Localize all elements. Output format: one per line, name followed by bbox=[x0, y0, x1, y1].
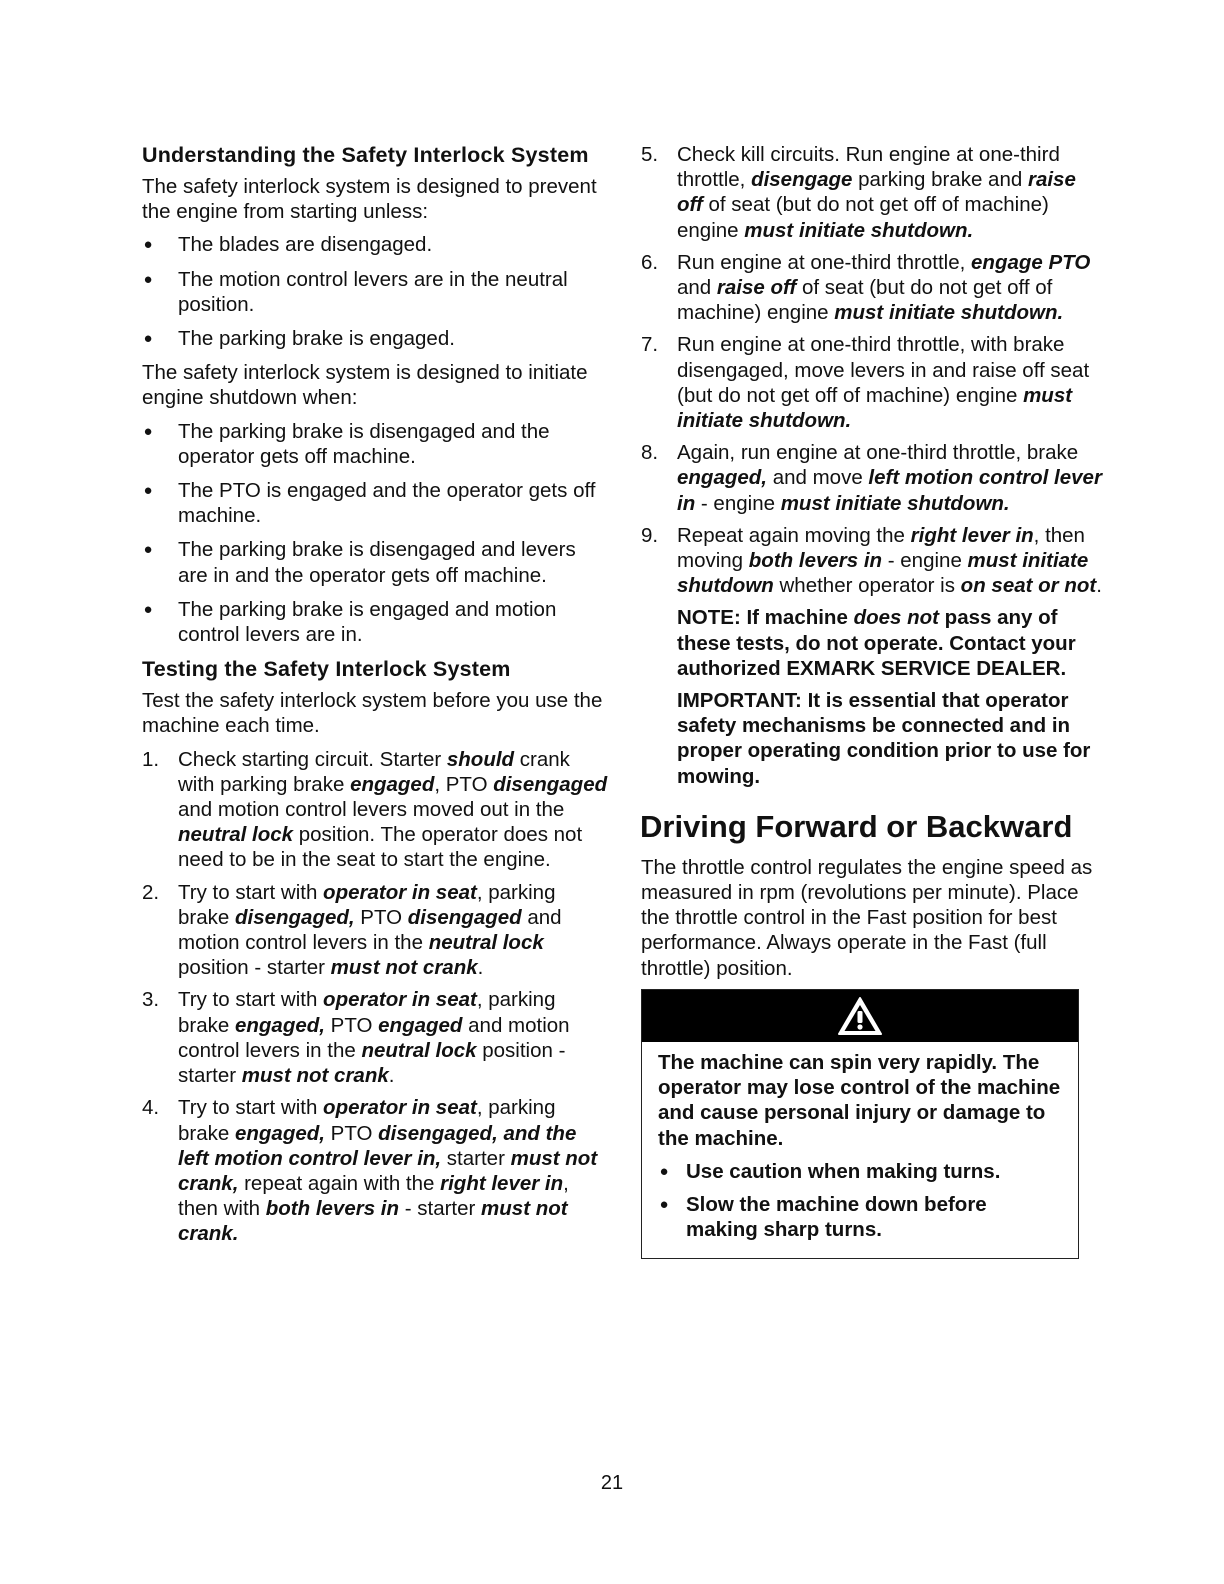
bullet-icon: ● bbox=[143, 541, 153, 559]
list-item: 6. Run engine at one-third throttle, engage PTO and raise off of seat (but do not get off of machine) engine must initiate shutdown. bbox=[641, 250, 1091, 325]
heading-understanding-interlock: Understanding the Safety Interlock System bbox=[142, 143, 589, 167]
list-item: 7. Run engine at one-third throttle, with brake disengaged, move levers in and raise off seat (but do not get off of machine) engine must initiate shutdown. bbox=[641, 333, 1090, 433]
warning-text: The machine can spin very rapidly. The operator may lose control of the machine and cause personal injury or damage to the machine. bbox=[658, 1050, 1061, 1150]
heading-testing-interlock: Testing the Safety Interlock System bbox=[142, 657, 511, 682]
important-paragraph: IMPORTANT: It is essential that operator safety mechanisms be connected and in proper operating condition prior to use for mowing. bbox=[677, 689, 1091, 788]
bullet-icon: ● bbox=[143, 482, 153, 500]
bullet-icon: ● bbox=[659, 1162, 669, 1180]
list-item: 4. Try to start with operator in seat, parking brake engaged, PTO disengaged, and the left motion control lever in, starter must not crank, repeat again with the right lever in, then with both levers in - starter must not crank. bbox=[142, 1096, 598, 1246]
bullet-icon: ● bbox=[143, 270, 153, 288]
shutdown-conditions-list bbox=[142, 419, 610, 648]
bullet-icon: ● bbox=[143, 330, 153, 348]
list-item: ● The parking brake is engaged. bbox=[143, 327, 455, 351]
right-column bbox=[641, 142, 1107, 1259]
list-item: ● The blades are disengaged. bbox=[143, 233, 433, 257]
list-item: ● The PTO is engaged and the operator gets off machine. bbox=[143, 479, 596, 528]
list-item: ● The motion control levers are in the neutral position. bbox=[143, 267, 568, 316]
start-conditions-list bbox=[142, 232, 610, 351]
throttle-paragraph: The throttle control regulates the engine speed as measured in rpm (revolutions per minute). Place the throttle control in the Fast position for best performance. Always operate in the Fast (full throttle) position. bbox=[641, 855, 1093, 980]
test-steps-list-b bbox=[641, 142, 1107, 598]
bullet-icon: ● bbox=[143, 422, 153, 440]
list-item: ● The parking brake is engaged and motion control levers are in. bbox=[143, 597, 557, 647]
list-item: ● The parking brake is disengaged and levers are in and the operator gets off machine. bbox=[143, 538, 576, 587]
list-item: 9. Repeat again moving the right lever in, then moving both levers in - engine must initiate shutdown whether operator is on seat or not. bbox=[641, 523, 1102, 598]
step-number: 6. bbox=[641, 250, 659, 274]
step-number: 8. bbox=[641, 441, 659, 465]
warning-body bbox=[642, 1042, 1078, 1258]
list-item: ● Use caution when making turns. bbox=[659, 1159, 1001, 1183]
interlock-start-intro: The safety interlock system is designed to prevent the engine from starting unless: bbox=[142, 175, 597, 224]
note-paragraph: NOTE: If machine does not pass any of these tests, do not operate. Contact your authorized EXMARK SERVICE DEALER. bbox=[677, 606, 1076, 680]
testing-intro: Test the safety interlock system before you use the machine each time. bbox=[142, 689, 603, 738]
step-number: 1. bbox=[142, 747, 160, 771]
list-item: ● Slow the machine down before making sharp turns. bbox=[659, 1192, 987, 1242]
list-item: ● The parking brake is disengaged and the operator gets off machine. bbox=[143, 419, 550, 468]
warning-triangle-icon bbox=[837, 996, 883, 1036]
bullet-icon: ● bbox=[143, 600, 153, 618]
list-item: 5. Check kill circuits. Run engine at one-third throttle, disengage parking brake and raise off of seat (but do not get off of machine) engine must initiate shutdown. bbox=[641, 143, 1076, 242]
left-column bbox=[142, 142, 610, 1254]
step-number: 5. bbox=[641, 143, 659, 166]
list-item: 3. Try to start with operator in seat, parking brake engaged, PTO engaged and motion control levers in the neutral lock position - starter must not crank. bbox=[142, 988, 570, 1088]
warning-box bbox=[641, 989, 1079, 1259]
list-item: 2. Try to start with operator in seat, parking brake disengaged, PTO disengaged and motion control levers in the neutral lock position - starter must not crank. bbox=[142, 880, 562, 980]
step-number: 7. bbox=[641, 333, 659, 357]
test-steps-list-a bbox=[142, 747, 610, 1247]
warning-list bbox=[658, 1159, 1062, 1243]
bullet-icon: ● bbox=[143, 236, 153, 254]
step-number: 4. bbox=[142, 1096, 160, 1120]
step-number: 3. bbox=[142, 988, 160, 1012]
warning-header bbox=[642, 990, 1078, 1042]
heading-driving: Driving Forward or Backward bbox=[640, 808, 1073, 844]
list-item: 1. Check starting circuit. Starter should crank with parking brake engaged, PTO disengaged and motion control levers moved out in the neutral lock position. The operator does not need to be in the seat to start the engine. bbox=[142, 747, 608, 872]
step-number: 9. bbox=[641, 523, 659, 547]
interlock-shutdown-intro: The safety interlock system is designed to initiate engine shutdown when: bbox=[142, 361, 588, 410]
step-number: 2. bbox=[142, 880, 160, 904]
bullet-icon: ● bbox=[659, 1195, 669, 1213]
list-item: 8. Again, run engine at one-third throttle, brake engaged, and move left motion control lever in - engine must initiate shutdown. bbox=[641, 441, 1102, 515]
page-number: 21 bbox=[600, 1472, 624, 1494]
